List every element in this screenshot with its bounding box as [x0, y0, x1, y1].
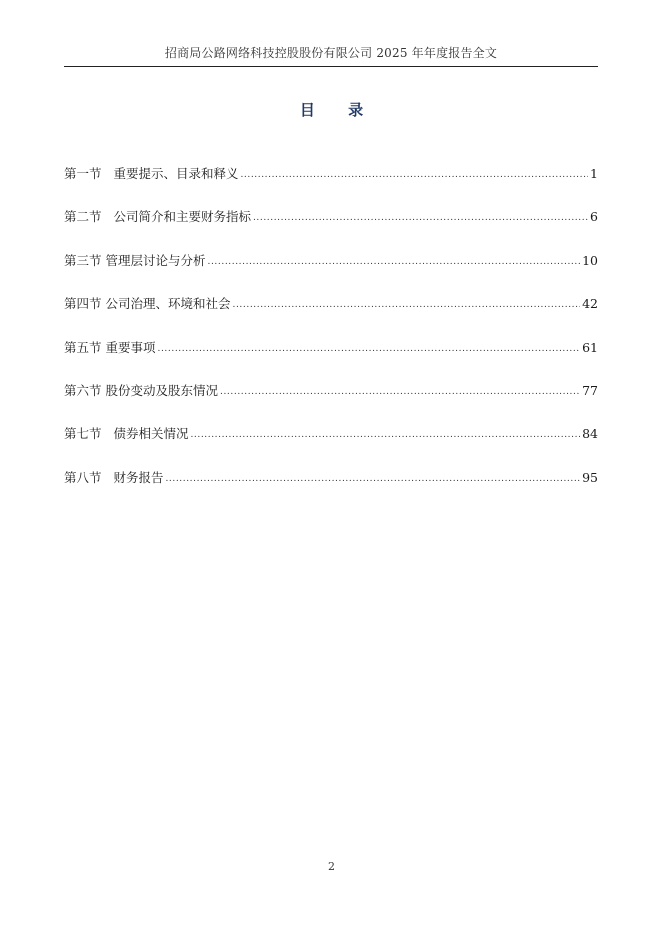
toc-section-title: 重要提示、目录和释义	[113, 166, 239, 181]
toc-section-title: 公司治理、环境和社会	[105, 296, 231, 312]
toc-page-number: 77	[582, 382, 598, 398]
toc-page-number: 61	[582, 339, 598, 355]
toc-section-number: 第四节	[64, 296, 102, 312]
toc-entry[interactable]	[64, 164, 598, 207]
toc-page-number: 95	[582, 469, 598, 485]
toc-dot-leader	[208, 257, 581, 267]
toc-page-number: 6	[590, 209, 598, 225]
toc-section-number: 第三节	[64, 252, 102, 268]
table-of-contents	[64, 164, 598, 511]
toc-section-number: 第七节	[64, 426, 102, 442]
toc-dot-leader	[158, 344, 581, 354]
toc-section-title: 管理层讨论与分析	[105, 252, 206, 268]
toc-gap	[102, 209, 114, 224]
toc-dot-leader	[253, 213, 588, 223]
toc-page-number: 10	[582, 252, 598, 268]
toc-dot-leader	[233, 300, 581, 310]
toc-section-number: 第五节	[64, 339, 102, 355]
toc-section-title: 重要事项	[105, 339, 156, 355]
toc-page-number: 42	[582, 296, 598, 312]
toc-section-title: 债券相关情况	[113, 426, 189, 442]
toc-dot-leader	[240, 170, 588, 180]
page-header: 招商局公路网络科技控股股份有限公司 2025 年年度报告全文	[164, 46, 498, 60]
toc-entry[interactable]	[64, 424, 598, 467]
toc-dot-leader	[165, 474, 580, 484]
toc-entry[interactable]	[64, 294, 598, 337]
toc-title: 目 录	[299, 101, 378, 119]
toc-page-number: 1	[590, 166, 598, 181]
toc-entry[interactable]	[64, 207, 598, 250]
toc-section-number: 第二节	[64, 209, 102, 225]
toc-gap	[102, 166, 114, 181]
toc-section-number: 第六节	[64, 382, 102, 398]
toc-entry[interactable]	[64, 251, 598, 294]
toc-page-number: 84	[582, 426, 598, 442]
page-number: 2	[328, 860, 335, 873]
toc-gap	[102, 426, 114, 441]
header-divider	[64, 66, 598, 67]
toc-dot-leader	[190, 430, 580, 440]
toc-section-title: 公司简介和主要财务指标	[113, 209, 251, 225]
toc-section-number: 第八节	[64, 469, 102, 485]
toc-gap	[102, 470, 114, 485]
toc-entry[interactable]	[64, 338, 598, 381]
toc-section-number: 第一节	[64, 166, 102, 181]
toc-entry[interactable]	[64, 381, 598, 424]
toc-dot-leader	[220, 387, 580, 397]
toc-entry[interactable]	[64, 468, 598, 511]
toc-section-title: 财务报告	[113, 469, 164, 485]
toc-section-title: 股份变动及股东情况	[105, 382, 219, 398]
